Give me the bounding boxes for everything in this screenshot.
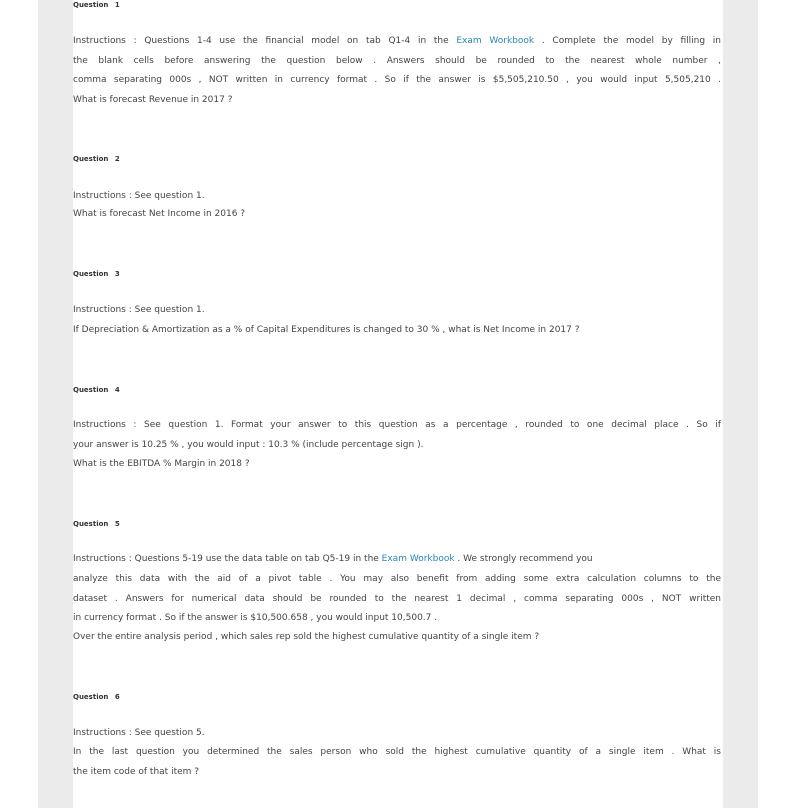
question-text-line: Instructions : See question 1. [73,191,205,201]
question-prompt: If Depreciation & Amortization as a % of Capital Expenditures is changed to 30 % , what is Net Income in 2017 ? [73,325,580,335]
right-gutter [723,0,758,808]
question-title: Question 5 [73,520,120,528]
questions-page [73,0,723,808]
question-title: Question 1 [73,1,120,9]
question-text-line: in currency format . So if the answer is $10,500.658 , you would input 10,500.7 . [73,613,438,623]
question-text-line: In the last question you determined the sales person who sold the highest cumulative quantity of a single item . What is [73,747,721,757]
instruction-text: Instructions : Questions 1-4 use the financial model on tab Q1-4 in the [73,36,457,46]
question-title: Question 6 [73,693,120,701]
question-prompt: Over the entire analysis period , which sales rep sold the highest cumulative quantity of a single item ? [73,632,540,642]
instruction-text: Instructions : Questions 5-19 use the data table on tab Q5-19 in the [73,554,382,564]
question-text-line: comma separating 000s , NOT written in currency format . So if the answer is $5,505,210.50 , you would input 5,505,210 . [73,75,721,85]
question-text-line: Instructions : See question 1. [73,305,205,315]
exam-workbook-link[interactable]: Exam Workbook [381,554,455,564]
question-text-line: dataset . Answers for numerical data should be rounded to the nearest 1 decimal , comma separating 000s , NOT written [73,594,721,604]
question-title: Question 4 [73,386,120,394]
question-text-line: your answer is 10.25 % , you would input : 10.3 % (include percentage sign ). [73,440,424,450]
question-prompt: What is the EBITDA % Margin in 2018 ? [73,459,250,469]
question-text-line: the blank cells before answering the question below . Answers should be rounded to the nearest whole number , [73,56,721,66]
instruction-text: . We strongly recommend you [454,554,593,564]
question-text-line: Instructions : See question 1. Format your answer to this question as a percentage , rounded to one decimal place . So if [73,420,721,430]
instruction-text: . Complete the model by filling in [534,36,722,46]
question-title: Question 2 [73,155,120,163]
question-text-line: analyze this data with the aid of a pivot table . You may also benefit from adding some extra calculation columns to the [73,574,721,584]
question-title: Question 3 [73,270,120,278]
question-prompt: the item code of that item ? [73,767,200,777]
exam-workbook-link[interactable]: Exam Workbook [456,36,535,46]
question-prompt: What is forecast Net Income in 2016 ? [73,209,246,219]
question-text-line [73,554,721,565]
question-prompt: What is forecast Revenue in 2017 ? [73,95,233,105]
question-text-line [73,36,721,47]
left-gutter [38,0,73,808]
question-text-line: Instructions : See question 5. [73,728,205,738]
